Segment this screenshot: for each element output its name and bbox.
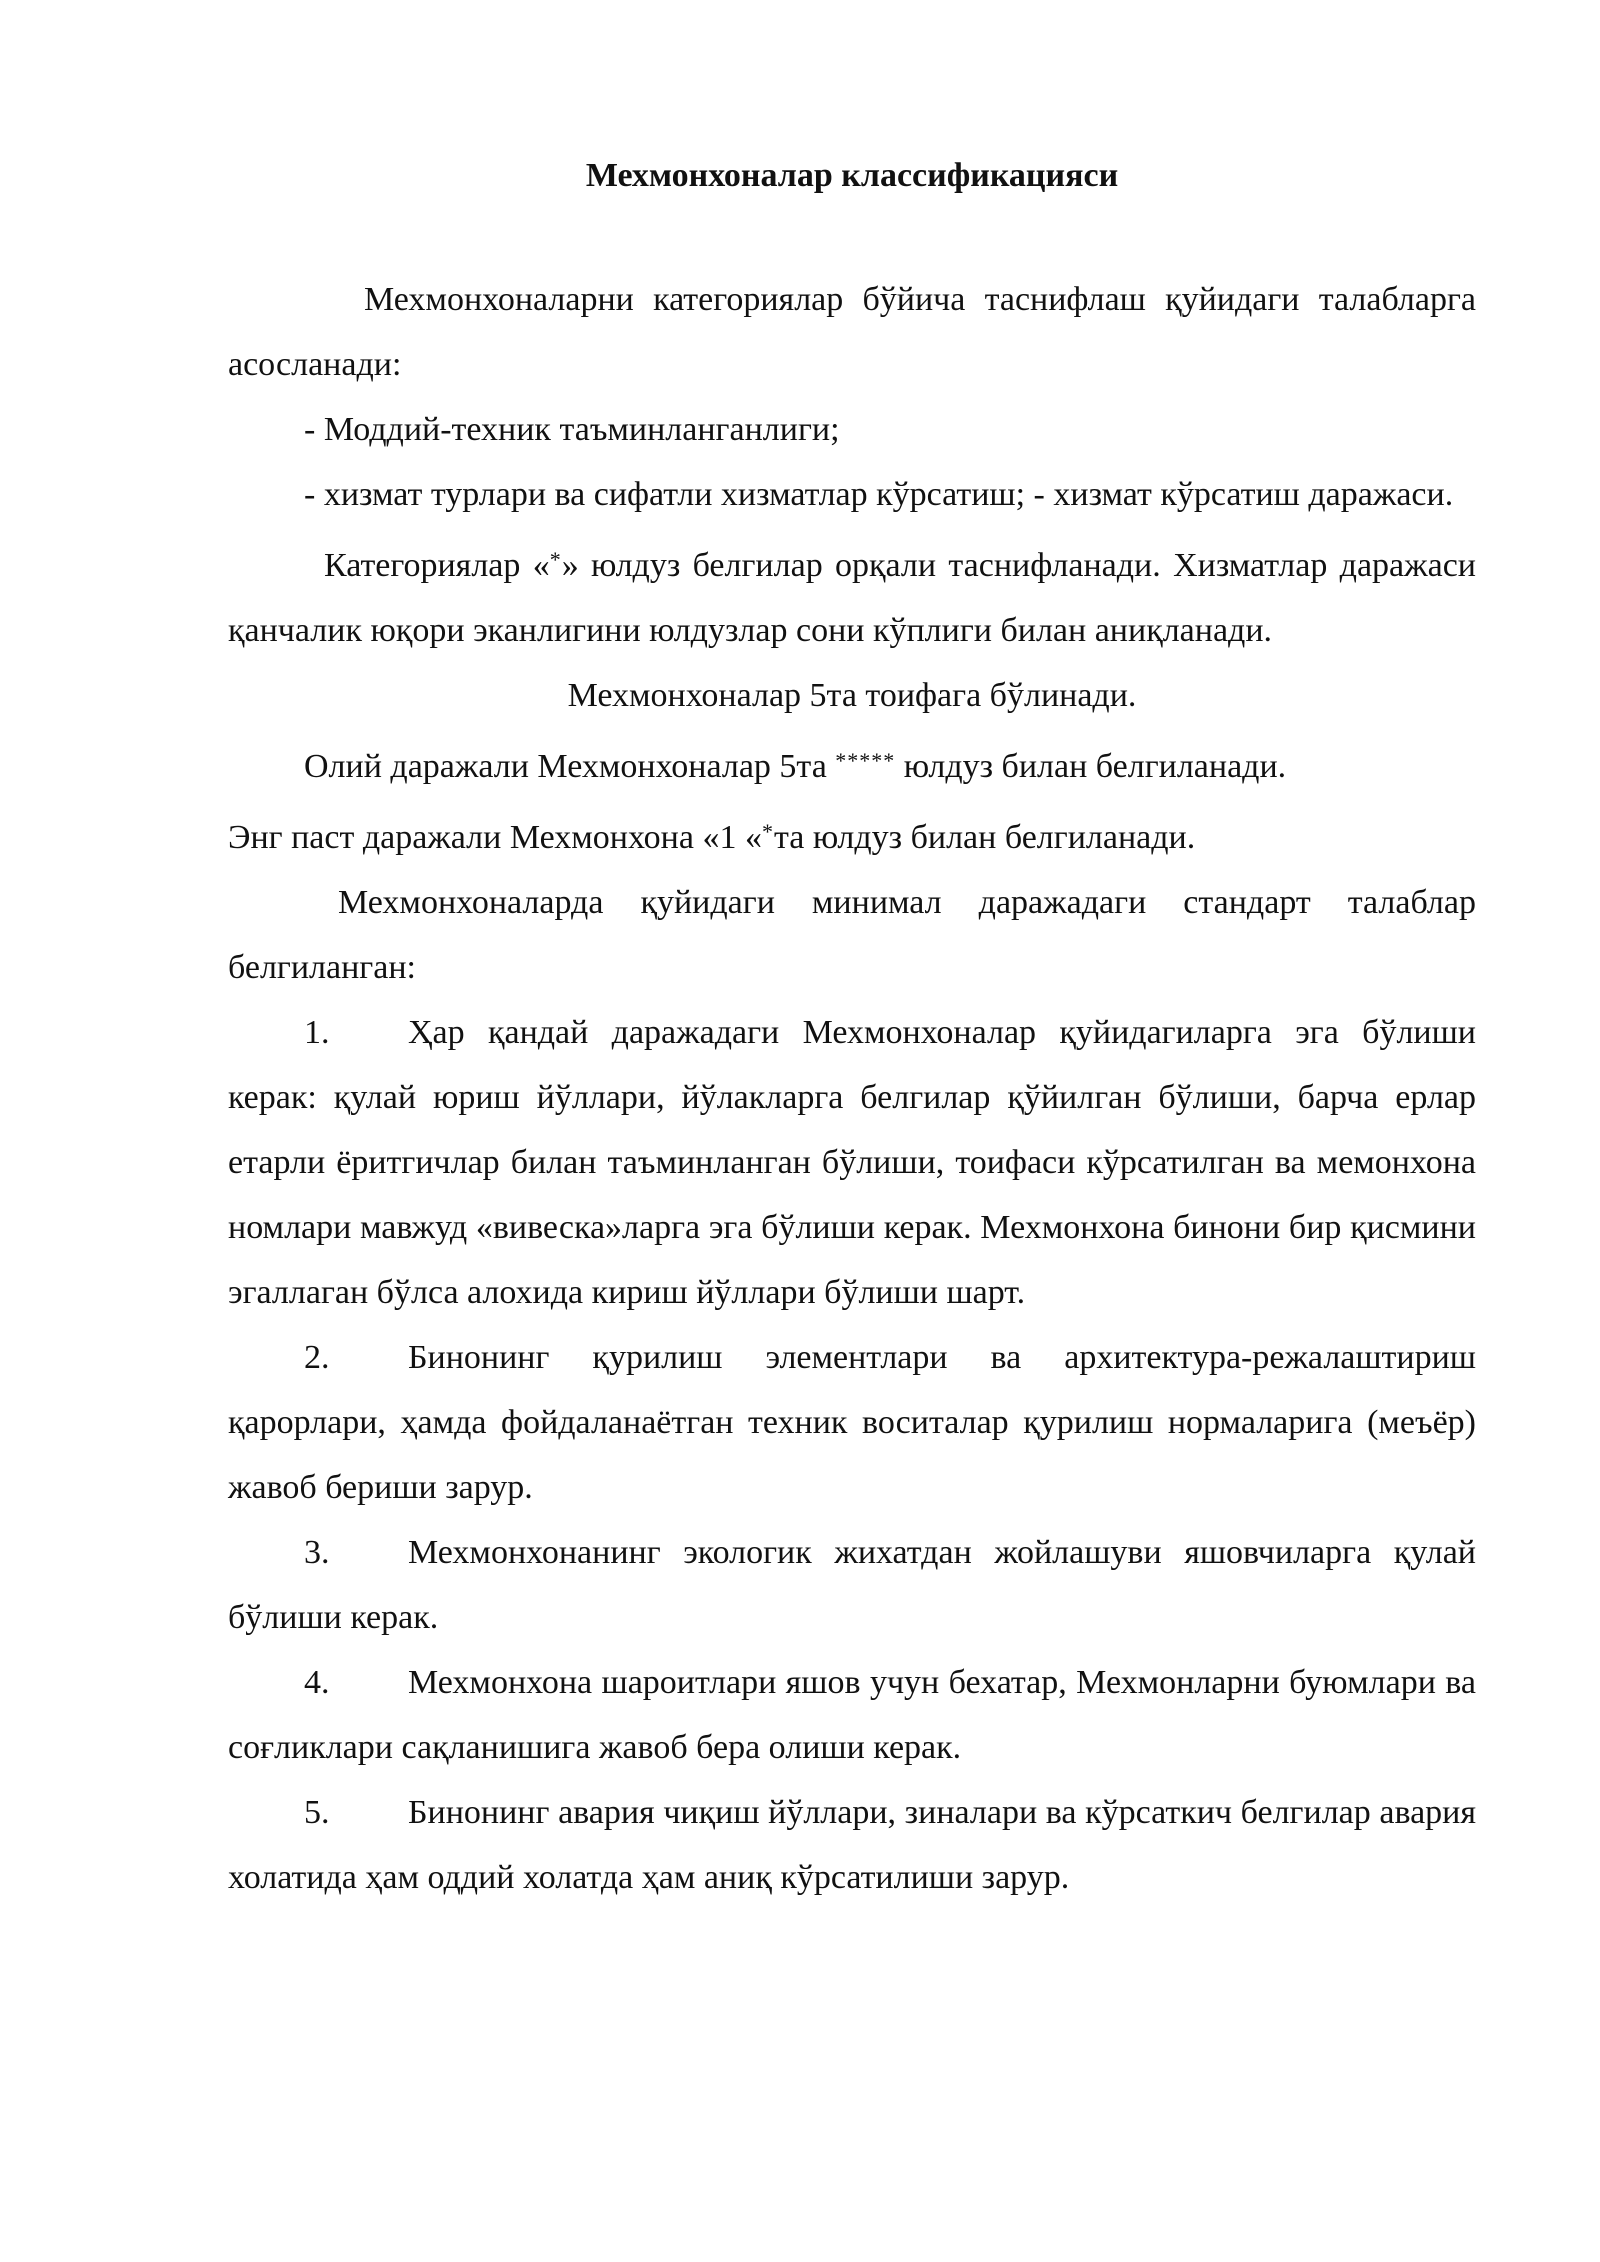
five-types-line: Мехмонхоналар 5та тоифага бўлинади. bbox=[567, 677, 1137, 714]
list-item-number: 5. bbox=[304, 1794, 330, 1831]
highest-grade-line bbox=[228, 728, 1476, 799]
category-text-after: » юлдуз белгилар орқали таснифланади. Хизматлар даражаси қанчалик юқори эканлигини юлдузлар сони кўплиги билан аниқланади. bbox=[228, 547, 1476, 649]
min-standards-paragraph: Мехмонхоналарда қуйидаги минимал даражадаги стандарт талаблар белгиланган: bbox=[228, 884, 1476, 986]
lowest-text-before: Энг паст даражали Мехмонхона «1 « bbox=[228, 819, 762, 856]
category-text-before: Категориялар « bbox=[324, 547, 550, 584]
list-item bbox=[228, 1780, 1476, 1910]
list-item-text: Мехмонхонанинг экологик жихатдан жойлашуви яшовчиларга қулай бўлиши керак. bbox=[228, 1534, 1476, 1636]
five-stars-icon: ***** bbox=[835, 748, 896, 773]
lowest-grade-line bbox=[228, 799, 1476, 870]
list-item bbox=[228, 1000, 1476, 1325]
list-item-text: Бинонинг қурилиш элементлари ва архитектура-режалаштириш қарорлари, ҳамда фойдаланаётган техник воситалар қурилиш нормаларига (меъёр) жавоб бериши зарур. bbox=[228, 1339, 1476, 1506]
lowest-text-after: та юлдуз билан белгиланади. bbox=[773, 819, 1196, 856]
star-icon: * bbox=[761, 819, 774, 844]
list-item bbox=[228, 1650, 1476, 1780]
requirement-material: - Моддий-техник таъминланганлиги; bbox=[304, 411, 840, 448]
document-title: Мехмонхоналар классификацияси bbox=[585, 157, 1119, 194]
highest-text-after: юлдуз билан белгиланади. bbox=[903, 748, 1287, 785]
list-item-number: 3. bbox=[304, 1534, 330, 1571]
intro-paragraph: Мехмонхоналарни категориялар бўйича таснифлаш қуйидаги талабларга асосланади: bbox=[228, 281, 1476, 383]
requirement-service: - хизмат турлари ва сифатли хизматлар кўрсатиш; - хизмат кўрсатиш даражаси. bbox=[304, 476, 1454, 513]
list-item-text: Бинонинг авария чиқиш йўллари, зиналари ва кўрсаткич белгилар авария холатида ҳам оддий холатда ҳам аниқ кўрсатилиши зарур. bbox=[228, 1794, 1476, 1896]
highest-text-before: Олий даражали Мехмонхоналар 5та bbox=[304, 748, 827, 785]
category-paragraph bbox=[228, 527, 1476, 663]
list-item bbox=[228, 1325, 1476, 1520]
list-item-number: 2. bbox=[304, 1339, 330, 1376]
star-icon: * bbox=[549, 547, 562, 572]
list-item-number: 1. bbox=[304, 1014, 330, 1051]
list-item-text: Ҳар қандай даражадаги Мехмонхоналар қуйидагиларга эга бўлиши керак: қулай юриш йўллари, йўлакларга белгилар қўйилган бўлиши, барча ерлар етарли ёритгичлар билан таъминланган бўлиши, тоифаси кўрсатилган ва мемонхона номлари мавжуд «вивеска»ларга эга бўлиши керак. Мехмонхона бинони бир қисмини эгаллаган бўлса алохида кириш йўллари бўлиши шарт. bbox=[228, 1014, 1476, 1311]
list-item-number: 4. bbox=[304, 1664, 330, 1701]
list-item bbox=[228, 1520, 1476, 1650]
list-item-text: Мехмонхона шароитлари яшов учун бехатар, Мехмонларни буюмлари ва соғликлари сақланишига жавоб бера олиши керак. bbox=[228, 1664, 1476, 1766]
